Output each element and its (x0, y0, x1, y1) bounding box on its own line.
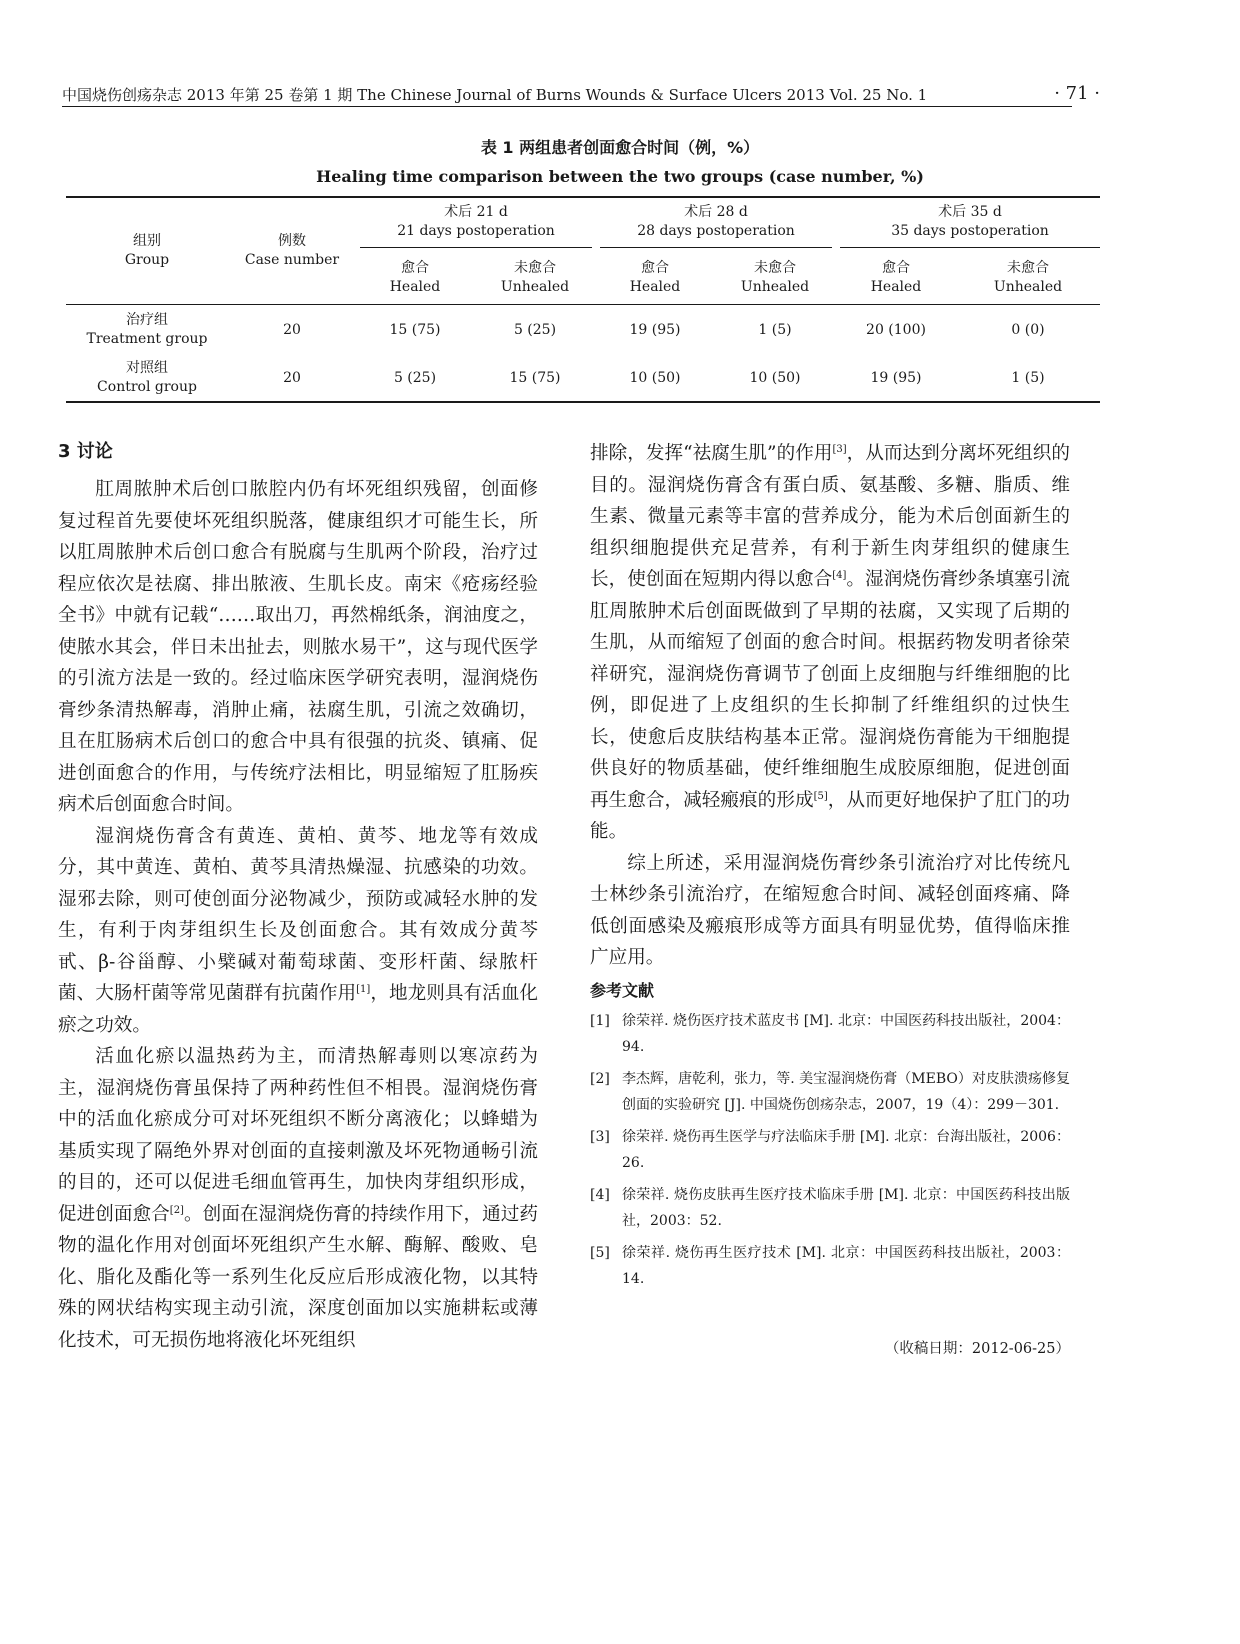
table-cell: 20 (283, 369, 301, 386)
citation: [4] (832, 569, 847, 581)
table-cell: 15 (75) (509, 369, 561, 386)
paragraph: 综上所述，采用湿润烧伤膏纱条引流治疗对比传统凡士林纱条引流治疗，在缩短愈合时间、减轻创面疼痛、降低创面感染及瘢痕形成等方面具有明显优势，值得临床推广应用。 (590, 852, 1070, 968)
row-label-control: 对照组 Control group (97, 360, 197, 395)
column-header-period-21d: 术后 21 d 21 days postoperation (356, 197, 596, 252)
received-date: （收稿日期：2012-06-25） (884, 1340, 1070, 1357)
table-caption-english: Healing time comparison between the two groups (case number, %) (316, 167, 924, 186)
running-header: 中国烧伤创疡杂志 2013 年第 25 卷第 1 期 The Chinese Journal of Burns Wounds & Surface Ulcers 2013 Vol. 25 No. 1 (62, 85, 1072, 107)
table-cell: 10 (50) (749, 369, 801, 386)
table-cell: 19 (95) (629, 321, 681, 338)
left-text-column (58, 438, 538, 1356)
citation: [5] (813, 790, 828, 802)
citation: [1] (356, 983, 371, 995)
table-cell: 10 (50) (629, 369, 681, 386)
column-header-case-number: 例数 Case number (228, 197, 356, 305)
table-cell: 5 (25) (393, 369, 437, 386)
table-cell: 1 (5) (758, 321, 792, 338)
row-label-treatment: 治疗组 Treatment group (86, 312, 208, 347)
table-row-treatment-group (66, 305, 1100, 356)
column-header-healed: 愈合 Healed (836, 252, 956, 305)
paragraph: 湿润烧伤膏含有黄连、黄柏、黄芩、地龙等有效成分，其中黄连、黄柏、黄芩具清热燥湿、抗感染的功效。湿邪去除，则可使创面分泌物减少，预防或减轻水肿的发生，有利于肉芽组织生长及创面愈合。其有效成分黄芩甙、β-谷甾醇、小檗碱对葡萄球菌、变形杆菌、绿脓杆菌、大肠杆菌等常见菌群有抗菌作用[1]，地龙则具有活血化瘀之功效。 (58, 825, 538, 1036)
paragraph: 活血化瘀以温热药为主，而清热解毒则以寒凉药为主，湿润烧伤膏虽保持了两种药性但不相畏。湿润烧伤膏中的活血化瘀成分可对坏死组织不断分离液化；以蜂蜡为基质实现了隔绝外界对创面的直接刺激及坏死物通畅引流的目的，还可以促进毛细血管再生，加快肉芽组织形成，促进创面愈合[2]。创面在湿润烧伤膏的持续作用下，通过药物的温化作用对创面坏死组织产生水解、酶解、酸败、皂化、脂化及酯化等一系列生化反应后形成液化物，以其特殊的网状结构实现主动引流，深度创面加以实施耕耘或薄化技术，可无损伤地将液化坏死组织 (58, 1046, 538, 1351)
table-cell: 0 (0) (1011, 321, 1045, 338)
column-header-period-35d: 术后 35 d 35 days postoperation (836, 197, 1100, 252)
paragraph: 肛周脓肿术后创口脓腔内仍有坏死组织残留，创面修复过程首先要使坏死组织脱落，健康组织才可能生长，所以肛周脓肿术后创口愈合有脱腐与生肌两个阶段，治疗过程应依次是祛腐、排出脓液、生肌长皮。南宋《疮疡经验全书》中就有记载“……取出刀，再然棉纸条，润油度之，使脓水其会，伴日未出扯去，则脓水易干”，这与现代医学的引流方法是一致的。经过临床医学研究表明，湿润烧伤膏纱条清热解毒，消肿止痛，祛腐生肌，引流之效确切，且在肛肠病术后创口的愈合中具有很强的抗炎、镇痛、促进创面愈合的作用，与传统疗法相比，明显缩短了肛肠疾病术后创面愈合时间。 (58, 479, 538, 815)
table-caption-chinese: 表 1 两组患者创面愈合时间（例，%） (480, 138, 760, 157)
table-row-control-group (66, 355, 1100, 402)
table-cell: 5 (25) (513, 321, 557, 338)
paragraph: 排除，发挥“祛腐生肌”的作用[3]，从而达到分离坏死组织的目的。湿润烧伤膏含有蛋白质、氨基酸、多糖、脂质、维生素、微量元素等丰富的营养成分，能为术后创面新生的组织细胞提供充足营养，有利于新生肉芽组织的健康生长，使创面在短期内得以愈合[4]。湿润烧伤膏纱条填塞引流肛周脓肿术后创面既做到了早期的祛腐，又实现了后期的生肌，从而缩短了创面的愈合时间。根据药物发明者徐荣祥研究，湿润烧伤膏调节了创面上皮细胞与纤维细胞的比例，即促进了上皮组织的生长抑制了纤维组织的过快生长，使愈后皮肤结构基本正常。湿润烧伤膏能为干细胞提供良好的物质基础，使纤维细胞生成胶原细胞，促进创面再生愈合，减轻瘢痕的形成[5]，从而更好地保护了肛门的功能。 (590, 443, 1070, 842)
table-cell: 19 (95) (870, 369, 922, 386)
citation: [3] (832, 443, 847, 455)
column-header-group: 组别 Group (66, 197, 228, 305)
table-cell: 1 (5) (1011, 369, 1045, 386)
column-header-unhealed: 未愈合 Unhealed (956, 252, 1100, 305)
reference-item: [3] 徐荣祥. 烧伤再生医学与疗法临床手册 [M]. 北京：台海出版社，2006：26. (590, 1128, 1070, 1171)
column-header-unhealed: 未愈合 Unhealed (474, 252, 596, 305)
table-cell: 15 (75) (389, 321, 441, 338)
table-cell: 20 (283, 321, 301, 338)
page-number: · 71 · (1054, 83, 1100, 104)
table-cell: 20 (100) (866, 321, 926, 338)
section-heading-discussion: 3 讨论 (58, 441, 113, 462)
reference-item: [2] 李杰辉，唐乾利，张力，等. 美宝湿润烧伤膏（MEBO）对皮肤溃疡修复创面的实验研究 [J]. 中国烧伤创疡杂志，2007，19（4）：299－301. (590, 1070, 1070, 1113)
healing-time-table (66, 196, 1100, 403)
column-header-healed: 愈合 Healed (356, 252, 474, 305)
column-header-period-28d: 术后 28 d 28 days postoperation (596, 197, 836, 252)
column-header-unhealed: 未愈合 Unhealed (714, 252, 836, 305)
references-heading: 参考文献 (590, 980, 655, 1000)
reference-item: [1] 徐荣祥. 烧伤医疗技术蓝皮书 [M]. 北京：中国医药科技出版社，2004：94. (590, 1012, 1070, 1055)
reference-item: [5] 徐荣祥. 烧伤再生医疗技术 [M]. 北京：中国医药科技出版社，2003：14. (590, 1244, 1070, 1287)
right-text-column (590, 438, 1070, 1360)
reference-item: [4] 徐荣祥. 烧伤皮肤再生医疗技术临床手册 [M]. 北京：中国医药科技出版社，2003：52. (590, 1186, 1070, 1229)
citation: [2] (169, 1204, 184, 1216)
reference-list (590, 1008, 1070, 1292)
column-header-healed: 愈合 Healed (596, 252, 714, 305)
